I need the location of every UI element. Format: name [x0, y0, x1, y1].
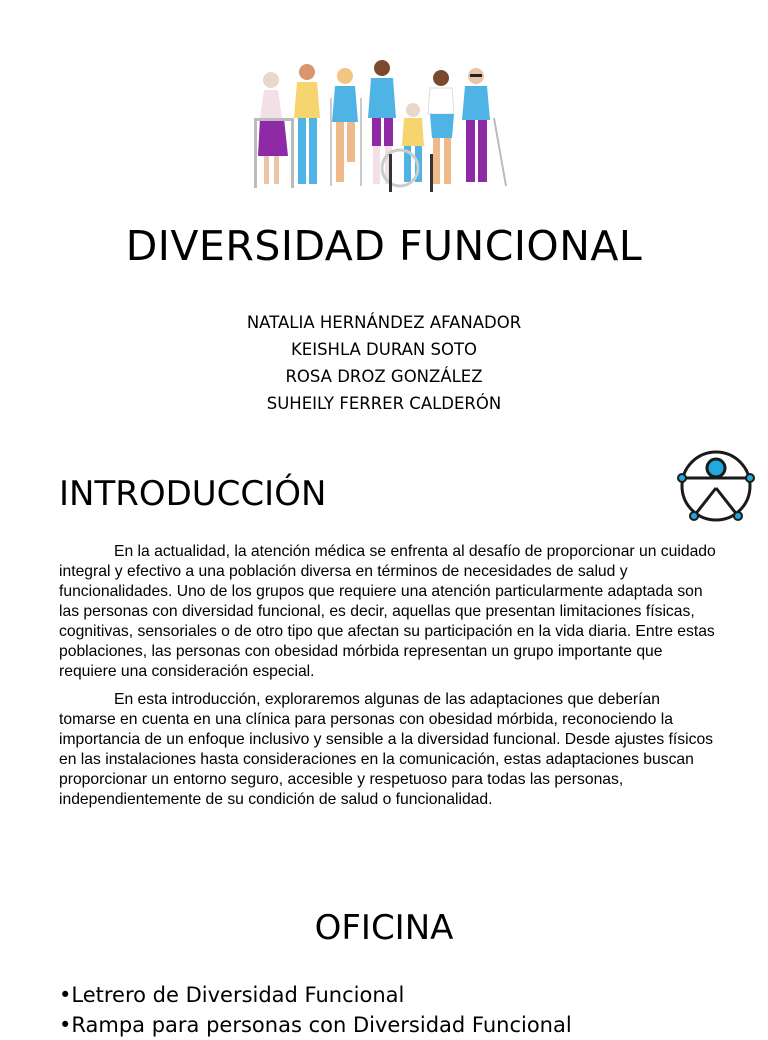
- intro-paragraph: En esta introducción, exploraremos algunas de las adaptaciones que deberían tomarse en cuenta en una clínica para personas con obesidad mórbida, reconociendo la importancia de un enfoque inclusivo y sensible a la diversidad funcional. Desde ajustes físicos en las instalaciones hasta consideraciones en la comunicación, estas adaptaciones buscan proporcionar un entorno seguro, accesible y respetuoso para todas las personas, independientemente de su condición de salud o funcionalidad.: [59, 691, 714, 808]
- oficina-bullet-list: [59, 980, 572, 1040]
- author-name: SUHEILY FERRER CALDERÓN: [266, 394, 502, 413]
- intro-heading: INTRODUCCIÓN: [59, 474, 327, 514]
- person-elderly-woman: [254, 72, 294, 188]
- intro-paragraph: En la actualidad, la atención médica se enfrenta al desafío de proporcionar un cuidado integral y efectivo a una población diversa en términos de necesidades de salud y funcionalidades. Uno de los grupos que requiere una atención particularmente adaptada son las personas con diversidad funcional, es decir, aquellas que presentan limitaciones físicas, cognitivas, sensoriales o de otro tipo que afectan su participación en la vida diaria. Entre estas poblaciones, las personas con obesidad mórbida representan un grupo importante que requiere una consideración especial.: [59, 543, 716, 680]
- accessibility-icon: [674, 448, 758, 524]
- diverse-people-illustration: [244, 58, 510, 196]
- bullet-item: • Letrero de Diversidad Funcional: [59, 980, 572, 1010]
- person-with-crutches: [330, 68, 362, 186]
- author-name: KEISHLA DURAN SOTO: [290, 340, 478, 359]
- document-title: DIVERSIDAD FUNCIONAL: [125, 222, 643, 270]
- author-name: ROSA DROZ GONZÁLEZ: [285, 367, 483, 386]
- author-name: NATALIA HERNÁNDEZ AFANADOR: [246, 313, 522, 332]
- section-heading-oficina: OFICINA: [314, 908, 454, 948]
- author-list: [0, 309, 768, 417]
- person-yellow-shirt: [294, 64, 320, 184]
- person-with-cane: [462, 68, 506, 186]
- intro-body: [59, 542, 717, 818]
- bullet-item: • Rampa para personas con Diversidad Funcional: [59, 1010, 572, 1040]
